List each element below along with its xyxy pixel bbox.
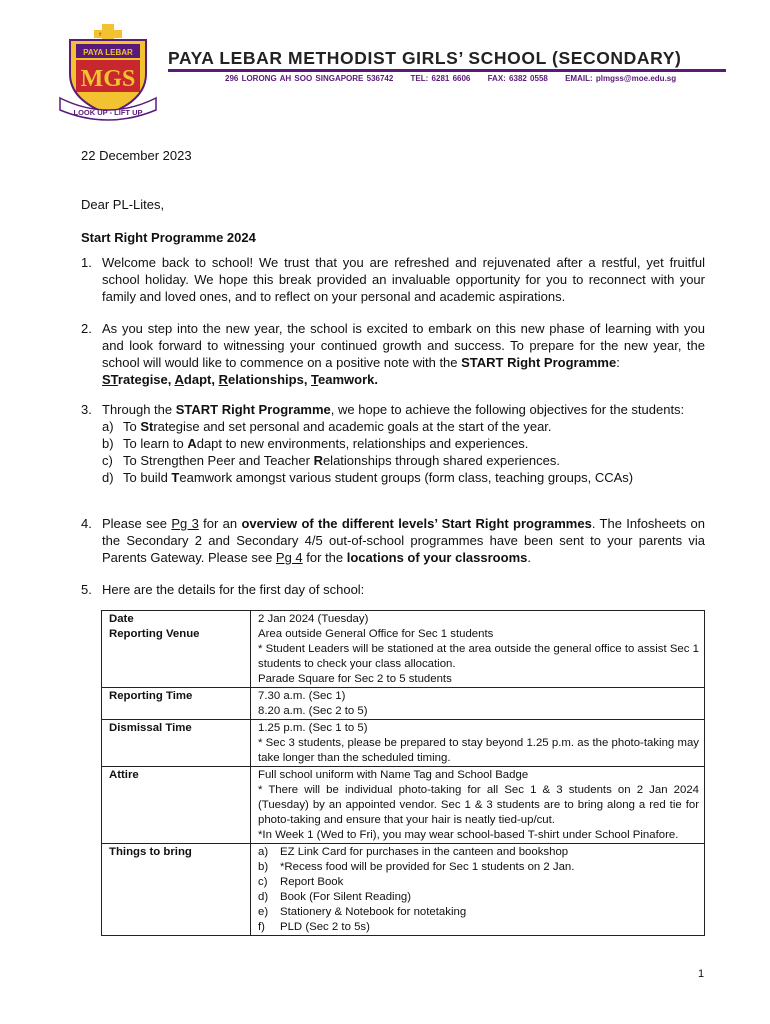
row-label: Things to bring	[102, 844, 251, 936]
list-item: f) PLD (Sec 2 to 5s)	[258, 921, 370, 933]
list-item: a) EZ Link Card for purchases in the canteen and bookshop	[258, 846, 569, 858]
start-right-programme: START Right Programme	[461, 355, 617, 370]
paragraph-4	[81, 515, 705, 566]
list-item: e) Stationery & Notebook for notetaking	[258, 906, 467, 918]
row-value: 1.25 p.m. (Sec 1 to 5) * Sec 3 students, please be prepared to stay beyond 1.25 p.m. as the photo-taking may take longer than the scheduled timing.	[251, 720, 705, 767]
row-label: Reporting Time	[102, 688, 251, 720]
contact-line	[225, 74, 690, 83]
objective-item: b) To learn to Adapt to new environments, relationships and experiences.	[102, 436, 529, 451]
list-item: b) *Recess food will be provided for Sec 1 students on 2 Jan.	[258, 861, 575, 873]
objective-item: a) To Strategise and set personal and academic goals at the start of the year.	[102, 419, 552, 434]
letter-date: 22 December 2023	[81, 148, 192, 163]
row-label: Dismissal Time	[102, 720, 251, 767]
letter-salutation: Dear PL-Lites,	[81, 197, 165, 212]
paragraph-text: Through the START Right Programme, we hope to achieve the following objectives for the students: a) To Strategise and set personal and academic goals at the start of the year. b) To learn to Adapt to new environments, relationships and experiences. c) To Strengthen Peer and Teacher Relationships through shared experiences. d) To build Teamwork amongst various student groups (form class, teaching groups, CCAs)	[102, 401, 705, 486]
paragraph-text: As you step into the new year, the school is excited to embark on this new phase of learning with you and look forward to witnessing your continued growth and success. To prepare for the new year, the school will would like to commence on a positive note with the START Right Programme: STrategise, Adapt, Relationships, Teamwork.	[102, 321, 705, 387]
paragraph-1	[81, 254, 705, 305]
paragraph-number: 5.	[81, 582, 92, 597]
school-name: PAYA LEBAR METHODIST GIRLS’ SCHOOL (SECONDARY)	[168, 48, 682, 68]
paragraph-number: 2.	[81, 321, 92, 336]
paragraph-text: Here are the details for the first day of school:	[102, 582, 365, 597]
table-row	[102, 720, 705, 767]
logo-motto: LOOK UP - LIFT UP	[73, 108, 143, 117]
objective-item: c) To Strengthen Peer and Teacher Relationships through shared experiences.	[102, 453, 560, 468]
paragraph-text: Please see Pg 3 for an overview of the different levels’ Start Right programmes. The Infosheets on the Secondary 2 and Secondary 4/5 out-of-school programmes have been sent to your parents via Parents Gateway. Please see Pg 4 for the locations of your classrooms.	[102, 516, 706, 565]
school-address: 296 LORONG AH SOO SINGAPORE 536742	[225, 74, 394, 83]
school-fax: FAX: 6382 0558	[487, 74, 548, 83]
list-item: d) Book (For Silent Reading)	[258, 891, 412, 903]
svg-text:✝: ✝	[98, 32, 103, 38]
table-row	[102, 688, 705, 720]
page-3-link[interactable]: Pg 3	[171, 516, 199, 531]
paragraph-text: Welcome back to school! We trust that you are refreshed and rejuvenated after a restful, yet fruitful school holiday. We hope this break provided an invaluable opportunity for you to reconnect with your family and loved ones, and to reflect on your personal and academic aspirations.	[102, 255, 705, 304]
paragraph-number: 3.	[81, 402, 92, 417]
school-telephone: TEL: 6281 6606	[410, 74, 471, 83]
table-row	[102, 767, 705, 844]
row-label: Attire	[102, 767, 251, 844]
first-day-details-table	[101, 610, 705, 936]
school-logo	[58, 22, 158, 122]
paragraph-2	[81, 320, 705, 388]
row-value: Full school uniform with Name Tag and School Badge * There will be individual photo-taking for all Sec 1 & 3 students on 2 Jan 2024 (Tuesday) by an appointed vendor. Sec 1 & 3 students are to bring along a red tie for photo-taking and ensure that your hair is neatly tied-up/cut. *In Week 1 (Wed to Fri), you may wear school-based T-shirt under School Pinafore.	[251, 767, 705, 844]
paragraph-number: 4.	[81, 516, 92, 531]
row-value: 2 Jan 2024 (Tuesday) Area outside General Office for Sec 1 students * Student Leaders will be stationed at the area outside the general office to assist Sec 1 students to check your class allocation. Parade Square for Sec 2 to 5 students	[251, 611, 705, 688]
row-value	[251, 844, 705, 936]
header-divider	[168, 69, 726, 72]
page-4-link[interactable]: Pg 4	[275, 550, 303, 565]
row-value: 7.30 a.m. (Sec 1) 8.20 a.m. (Sec 2 to 5)	[251, 688, 705, 720]
objective-item: d) To build Teamwork amongst various student groups (form class, teaching groups, CCAs)	[102, 470, 634, 485]
school-email: EMAIL: plmgss@moe.edu.sg	[565, 74, 677, 83]
row-label: Date Reporting Venue	[102, 611, 251, 688]
logo-text-mid: MGS	[80, 66, 136, 92]
page-number: 1	[698, 968, 705, 980]
paragraph-3	[81, 401, 705, 486]
list-item: c) Report Book	[258, 876, 344, 888]
paragraph-5	[81, 581, 705, 598]
logo-text-top: PAYA LEBAR	[83, 48, 133, 57]
table-row	[102, 844, 705, 936]
letter-subject: Start Right Programme 2024	[81, 230, 256, 245]
paragraph-number: 1.	[81, 255, 92, 270]
start-acronym: STrategise, Adapt, Relationships, Teamwork.	[102, 372, 379, 387]
table-row	[102, 611, 705, 688]
